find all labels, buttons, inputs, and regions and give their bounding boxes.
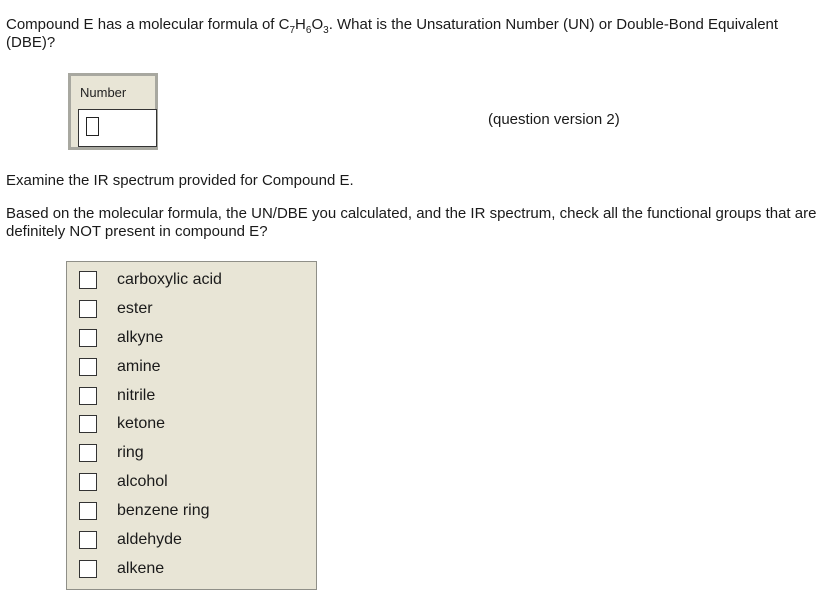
option-label: amine — [117, 358, 161, 375]
checkbox[interactable] — [79, 387, 97, 405]
option-alkene[interactable] — [79, 559, 165, 579]
checkbox[interactable] — [79, 560, 97, 578]
number-answer-box — [68, 73, 158, 150]
option-ester[interactable] — [79, 299, 153, 319]
option-label: alcohol — [117, 473, 168, 490]
checkbox[interactable] — [79, 444, 97, 462]
option-label: carboxylic acid — [117, 271, 222, 288]
text-cursor-icon — [86, 117, 99, 136]
option-label: ketone — [117, 415, 166, 432]
option-ketone[interactable] — [79, 414, 166, 434]
option-label: nitrile — [117, 387, 156, 404]
checkbox[interactable] — [79, 329, 97, 347]
functional-group-options — [66, 261, 317, 590]
ir-spectrum-instruction: Examine the IR spectrum provided for Compound E. — [6, 172, 354, 189]
option-ring[interactable] — [79, 443, 144, 463]
checkbox[interactable] — [79, 473, 97, 491]
option-label: ring — [117, 444, 144, 461]
option-label: aldehyde — [117, 531, 182, 548]
option-label: alkene — [117, 560, 165, 577]
option-aldehyde[interactable] — [79, 530, 182, 550]
option-amine[interactable] — [79, 357, 161, 377]
number-input[interactable] — [78, 109, 157, 147]
option-carboxylic-acid[interactable] — [79, 270, 222, 290]
option-label: ester — [117, 300, 153, 317]
question-formula-text: Compound E has a molecular formula of $C_7H_6O_3$. What is the Unsaturation Number (UN) or Double-Bond Equivalent (DBE)? — [6, 16, 779, 51]
checkbox[interactable] — [79, 300, 97, 318]
option-alkyne[interactable] — [79, 328, 164, 348]
option-label: alkyne — [117, 329, 164, 346]
checkbox[interactable] — [79, 271, 97, 289]
question-version-note: (question version 2) — [488, 111, 620, 128]
number-label: Number — [80, 85, 127, 100]
checkbox[interactable] — [79, 358, 97, 376]
option-benzene-ring[interactable] — [79, 501, 210, 521]
option-nitrile[interactable] — [79, 386, 156, 406]
checkbox[interactable] — [79, 502, 97, 520]
option-alcohol[interactable] — [79, 472, 168, 492]
checkbox[interactable] — [79, 531, 97, 549]
checkbox[interactable] — [79, 415, 97, 433]
option-label: benzene ring — [117, 502, 210, 519]
functional-groups-question: Based on the molecular formula, the UN/DBE you calculated, and the IR spectrum, check all the functional groups that are definitely NOT present in compound E? — [6, 205, 817, 240]
